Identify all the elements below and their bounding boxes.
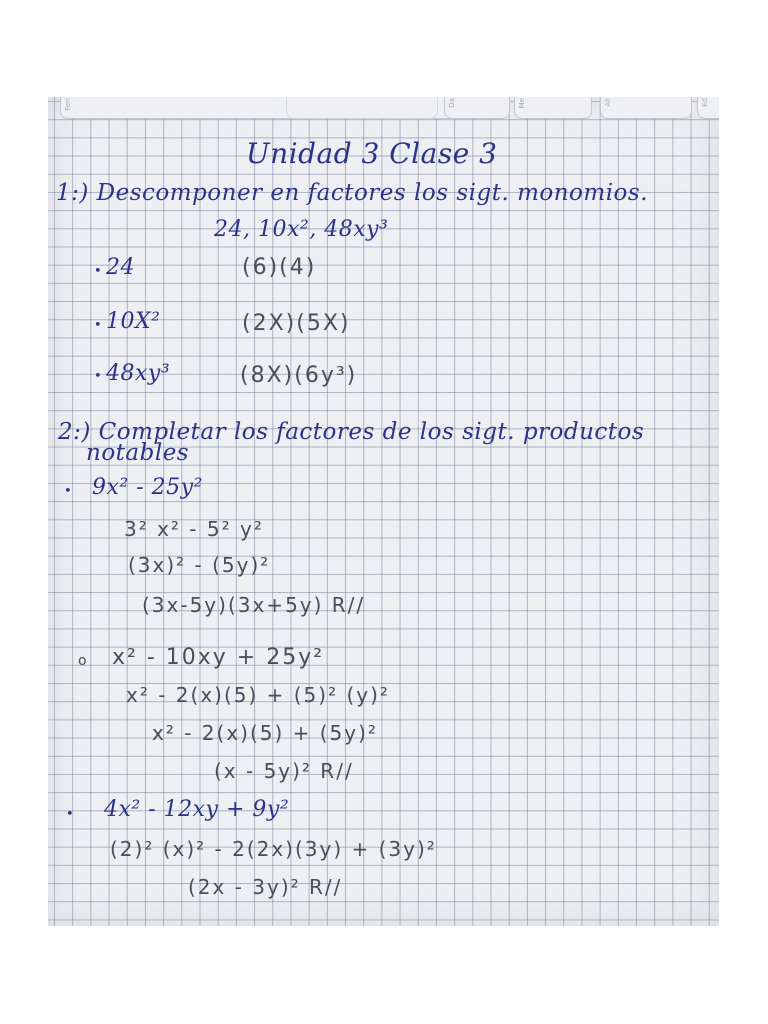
monomial: 10x² bbox=[258, 217, 310, 242]
divider-tab-5 bbox=[600, 97, 692, 119]
divider-tab-3 bbox=[444, 97, 510, 119]
bullet: o bbox=[78, 653, 87, 669]
divider-tab-label: Ed bbox=[701, 98, 709, 107]
bullet: • bbox=[94, 318, 103, 333]
bullet: • bbox=[64, 484, 73, 499]
factorization: (8X)(6y³) bbox=[240, 363, 358, 388]
expression: 4x² - 12xy + 9y² bbox=[104, 797, 290, 822]
monomial: 48xy³ bbox=[106, 361, 171, 386]
monomial: 24 bbox=[106, 255, 135, 280]
divider-tab-label: Feri bbox=[64, 98, 72, 111]
step: 3² x² - 5² y² bbox=[124, 517, 264, 541]
divider-tab-2 bbox=[286, 97, 438, 119]
divider-tab-6 bbox=[697, 97, 719, 119]
notebook-page bbox=[48, 97, 719, 926]
page-title: Unidad 3 Clase 3 bbox=[246, 137, 498, 170]
divider-tab-label: Me bbox=[518, 98, 526, 109]
section-1-heading: 1:) Descomponer en factores los sigt. monomios. bbox=[56, 180, 649, 206]
monomial: 48xy³ bbox=[324, 217, 389, 242]
step: (2)² (x)² - 2(2x)(3y) + (3y)² bbox=[110, 837, 437, 861]
section-2-heading-continued: notables bbox=[86, 440, 190, 466]
expression: 9x² - 25y² bbox=[92, 475, 203, 500]
bullet: • bbox=[66, 807, 75, 822]
divider-tab-label: Ali bbox=[604, 98, 612, 107]
factorization: (6)(4) bbox=[242, 255, 317, 280]
factorization: (2X)(5X) bbox=[242, 311, 351, 336]
step: (2x - 3y)² R// bbox=[188, 875, 343, 899]
divider-tab-label: Da bbox=[448, 98, 456, 108]
monomial: 24 bbox=[214, 217, 243, 242]
expression: x² - 10xy + 25y² bbox=[112, 645, 325, 670]
step: (3x)² - (5y)² bbox=[128, 553, 271, 577]
step: x² - 2(x)(5) + (5)² (y)² bbox=[126, 683, 390, 707]
monomial-list: 24, 10x², 48xy³ bbox=[214, 217, 389, 242]
divider-tab-4 bbox=[514, 97, 592, 119]
section-2-heading: 2:) Completar los factores de los sigt. productos bbox=[58, 419, 645, 445]
bullet: • bbox=[94, 369, 103, 384]
monomial: 10X² bbox=[106, 309, 161, 334]
step: (x - 5y)² R// bbox=[214, 759, 354, 783]
step: x² - 2(x)(5) + (5y)² bbox=[152, 721, 378, 745]
step: (3x-5y)(3x+5y) R// bbox=[142, 593, 366, 617]
divider-tabs bbox=[48, 97, 719, 119]
bullet: • bbox=[94, 264, 103, 279]
